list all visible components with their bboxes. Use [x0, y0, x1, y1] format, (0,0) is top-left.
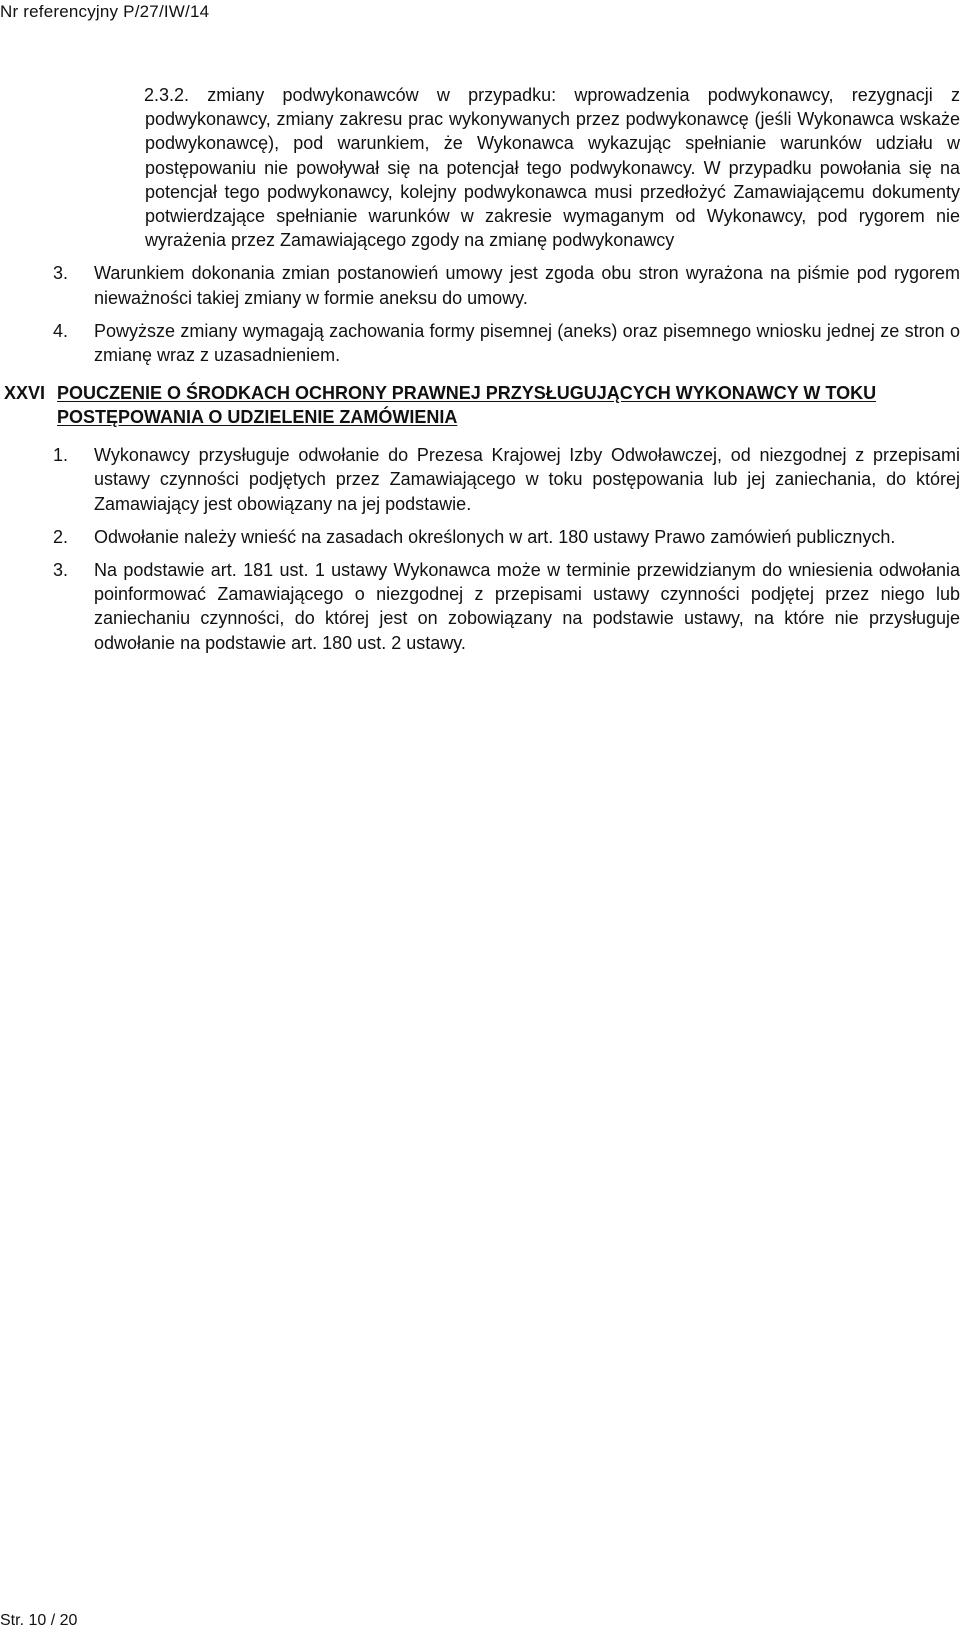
- point-text: Wykonawcy przysługuje odwołanie do Prezesa Krajowej Izby Odwoławczej, od niezgodnej z przepisami ustawy czynności podjętych przez Zamawiającego w toku postępowania lub jej zaniechania, do której Zamawiający jest obowiązany na jej podstawie.: [94, 445, 960, 514]
- paragraph-number: 4.: [53, 320, 69, 341]
- paragraph-3: [0, 261, 960, 309]
- section-point-3: [0, 558, 960, 655]
- point-text: Odwołanie należy wnieść na zasadach określonych w art. 180 ustawy Prawo zamówień publicznych.: [94, 526, 896, 547]
- point-number: 3.: [53, 560, 69, 581]
- document-reference-number: Nr referencyjny P/27/IW/14: [0, 2, 210, 21]
- section-point-1: [0, 443, 960, 516]
- point-text: Na podstawie art. 181 ust. 1 ustawy Wykonawca może w terminie przewidzianym do wniesienia odwołania poinformować Zamawiającego o niezgodnej z przepisami ustawy czynności podjętej przez niego lub zaniechaniu czynności, do której jest on zobowiązany na podstawie ustawy, na które nie przysługuje odwołanie na podstawie art. 180 ust. 2 ustawy.: [94, 560, 960, 653]
- paragraph-text: Powyższe zmiany wymagają zachowania formy pisemnej (aneks) oraz pisemnego wniosku jednej ze stron o zmianę wraz z uzasadnieniem.: [94, 320, 960, 366]
- section-number: XXVI: [4, 383, 46, 404]
- page-number: Str. 10 / 20: [0, 1612, 78, 1629]
- point-number: 1.: [53, 445, 69, 466]
- section-title: POUCZENIE O ŚRODKACH OCHRONY PRAWNEJ PRZYSŁUGUJĄCYCH WYKONAWCY W TOKU POSTĘPOWANIA O UDZIELENIE ZAMÓWIENIA: [57, 383, 877, 428]
- section-point-2: [0, 525, 960, 549]
- section-heading: [0, 381, 960, 429]
- paragraph-4: [0, 319, 960, 367]
- paragraph-number: 3.: [53, 263, 69, 284]
- paragraph-text: Warunkiem dokonania zmian postanowień umowy jest zgoda obu stron wyrażona na piśmie pod rygorem nieważności takiej zmiany w formie aneksu do umowy.: [94, 263, 960, 308]
- point-number: 2.: [53, 526, 69, 547]
- paragraph-2-3-2: 2.3.2. zmiany podwykonawców w przypadku: wprowadzenia podwykonawcy, rezygnacji z podwykonawcy, zmiany zakresu prac wykonywanych przez podwykonawcę (jeśli Wykonawca wskaże podwykonawcę), pod warunkiem, że Wykonawca wykazując spełnianie warunków udziału w postępowaniu nie powoływał się na potencjał tego podwykonawcy. W przypadku powołania się na potencjał tego podwykonawcy, kolejny podwykonawca musi przedłożyć Zamawiającemu dokumenty potwierdzające spełnianie warunków w zakresie wymaganym od Wykonawcy, pod rygorem nie wyrażenia przez Zamawiającego zgody na zmianę podwykonawcy: [144, 85, 960, 251]
- document-body: [0, 83, 960, 655]
